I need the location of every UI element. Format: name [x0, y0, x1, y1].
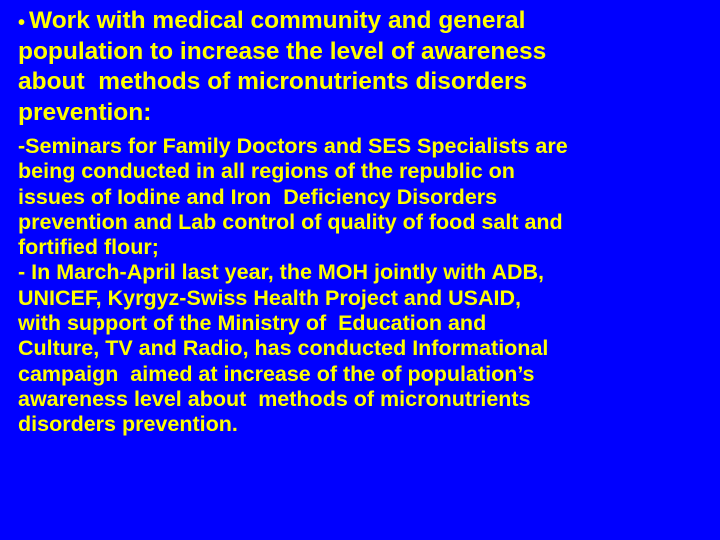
- bullet-line-2: population to increase the level of awareness: [18, 37, 547, 65]
- sub-line-5: fortified flour;: [18, 235, 159, 260]
- bullet-line-3: about methods of micronutrients disorders: [18, 68, 528, 95]
- sub-line-6: - In March-April last year, the MOH jointly with ADB,: [18, 260, 545, 285]
- sub-line-4: prevention and Lab control of quality of food salt and: [18, 209, 563, 234]
- sub-line-9: Culture, TV and Radio, has conducted Informational: [18, 336, 549, 361]
- sub-line-3: issues of Iodine and Iron Deficiency Disorders: [18, 184, 498, 209]
- slide-content: [18, 6, 716, 438]
- sub-line-11: awareness level about methods of micronutrients: [18, 386, 531, 411]
- sub-line-12: disorders prevention.: [18, 412, 238, 437]
- sub-line-2: being conducted in all regions of the republic on: [18, 159, 515, 184]
- bullet-line-4: prevention:: [18, 98, 152, 126]
- bullet-line-1: [18, 6, 716, 37]
- sub-line-1: -Seminars for Family Doctors and SES Specialists are: [18, 134, 568, 158]
- bullet-text-1: Work with medical community and general: [29, 7, 526, 34]
- sub-line-10: campaign aimed at increase of the of population’s: [18, 361, 535, 386]
- sub-line-7: UNICEF, Kyrgyz-Swiss Health Project and USAID,: [18, 285, 521, 310]
- sub-text-block: [18, 134, 716, 438]
- bullet-marker: •: [18, 12, 26, 34]
- main-bullet: [18, 6, 716, 128]
- sub-line-8: with support of the Ministry of Education and: [18, 311, 487, 336]
